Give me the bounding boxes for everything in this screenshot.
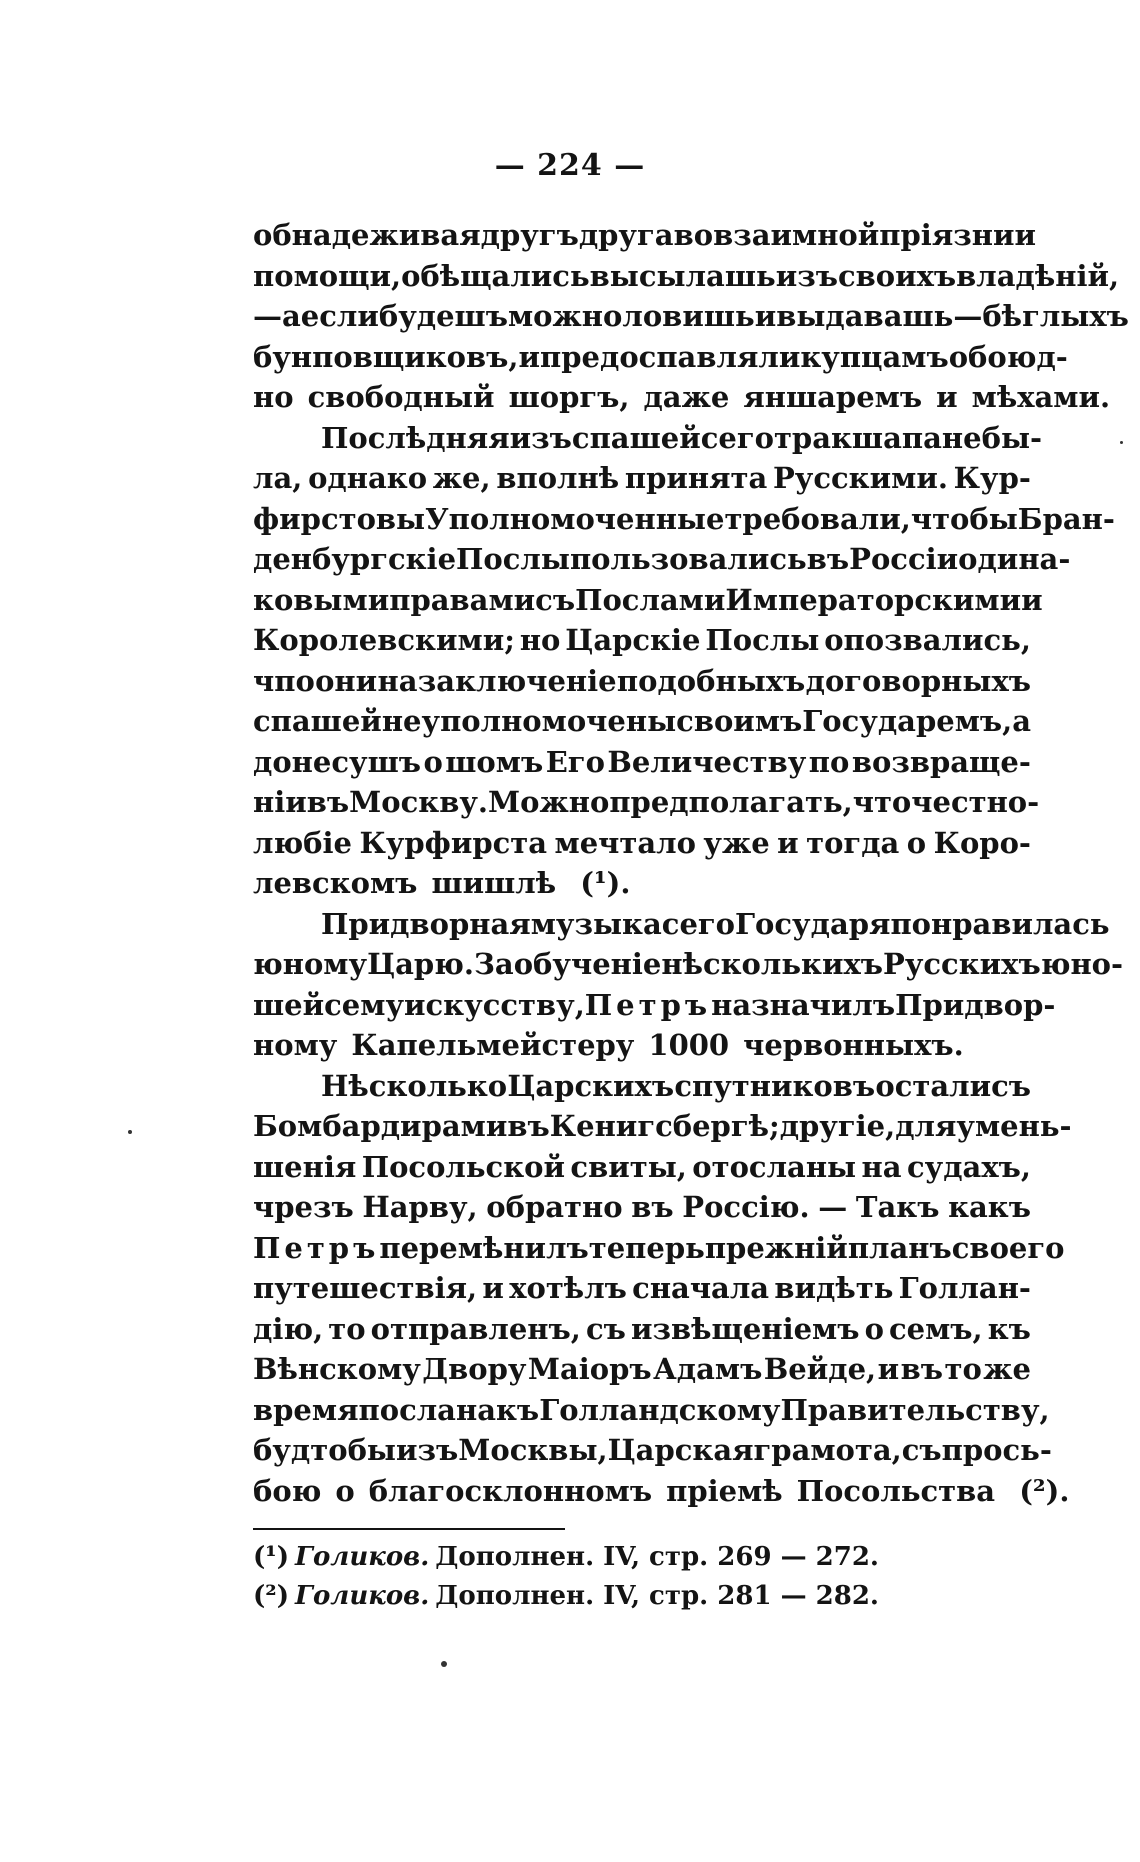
word: Величеству: [607, 744, 807, 779]
footnote-divider: [253, 1528, 565, 1530]
word: теперь: [588, 1230, 705, 1265]
word: Правительству,: [780, 1392, 1050, 1427]
word: бы-: [981, 420, 1043, 455]
word: ловишь: [622, 299, 755, 333]
word: послана: [358, 1392, 496, 1427]
word: Адамъ: [653, 1352, 763, 1386]
ink-speck: [1120, 441, 1123, 444]
word: по: [808, 744, 850, 779]
word: Посольства (²).: [796, 1473, 1070, 1508]
text-line: [253, 904, 1110, 945]
word: въ: [900, 1352, 944, 1386]
word: съ: [901, 1433, 942, 1467]
word: сначала: [632, 1271, 770, 1305]
text-line: [253, 337, 1068, 378]
word: Голлан-: [898, 1271, 1031, 1305]
word: мѣхами.: [971, 380, 1111, 414]
word: Послы: [705, 623, 820, 657]
word: отправленъ,: [370, 1311, 581, 1346]
word: червонныхъ.: [743, 1028, 964, 1062]
word: то: [944, 1352, 982, 1386]
word: пріязни: [879, 218, 1015, 252]
word: юно-: [1040, 947, 1124, 981]
word: предполагать,: [609, 785, 853, 819]
text-line: [253, 985, 1056, 1026]
word: Послы: [456, 542, 570, 576]
word: любіе: [253, 825, 352, 860]
word: грамота,: [753, 1433, 902, 1467]
word: договорныхъ: [805, 663, 1031, 698]
footnote-2: [253, 1577, 1031, 1616]
word: нѣсколькихъ: [661, 947, 884, 981]
word: сему: [324, 987, 405, 1022]
text-line: [253, 1025, 1031, 1066]
word: и: [1014, 218, 1036, 252]
word: Царскихъ: [507, 1068, 675, 1103]
word: на: [377, 663, 418, 698]
word: Вейде,: [763, 1352, 877, 1386]
word: и: [482, 1271, 504, 1305]
word: Послѣдняя: [321, 420, 510, 455]
word: Москвы,: [458, 1433, 608, 1467]
word: о: [906, 825, 927, 860]
text-line: [253, 1106, 1072, 1147]
ink-speck: [128, 1130, 132, 1134]
word: принята: [624, 461, 768, 495]
text-line: [253, 215, 1036, 256]
word: шоргъ,: [508, 380, 630, 414]
word: умень-: [956, 1109, 1072, 1143]
word: Вѣнскому: [253, 1352, 421, 1386]
word: бою: [253, 1473, 322, 1508]
word: За: [474, 947, 514, 981]
word: будто: [253, 1433, 348, 1467]
footnote-mark: (¹): [253, 1542, 289, 1572]
word: пользовались: [569, 542, 807, 576]
word: они: [315, 663, 378, 698]
word: уполномочены: [421, 704, 677, 738]
word: чтобы: [910, 501, 1018, 536]
word: къ: [495, 1392, 540, 1427]
word: и: [777, 825, 799, 860]
text-line: [253, 1268, 1031, 1309]
word: вполнѣ: [496, 461, 620, 495]
word: свиты,: [570, 1149, 687, 1184]
word: шенія: [253, 1149, 357, 1184]
ink-speck: [441, 1661, 447, 1667]
word: обратно: [486, 1190, 623, 1224]
word: ніи: [253, 785, 307, 819]
word: шей: [253, 987, 325, 1022]
word: хотѣлъ: [509, 1271, 627, 1305]
word: о: [335, 1473, 355, 1508]
word: Послами: [575, 582, 726, 617]
word: своихъ: [837, 258, 957, 293]
text-line: [253, 458, 1031, 499]
word: яншаремъ: [743, 380, 923, 414]
word: спашей: [571, 420, 701, 455]
word: изъ: [509, 420, 572, 455]
word: видѣть: [774, 1271, 894, 1305]
text-line: [253, 256, 1120, 297]
page-number: — 224 —: [494, 148, 646, 183]
word: даже: [643, 380, 730, 414]
word: донесушъ: [253, 744, 421, 779]
word: —а: [253, 299, 301, 333]
word: не: [381, 704, 422, 738]
word: спутниковъ: [674, 1068, 876, 1103]
word: Капельмейстеру: [351, 1028, 635, 1062]
word: не: [941, 420, 982, 455]
word: извѣщеніемъ: [630, 1311, 860, 1346]
word: прось-: [941, 1433, 1052, 1467]
word: спашей: [253, 704, 382, 738]
word: честно-: [911, 785, 1040, 819]
word: въ: [507, 1109, 550, 1143]
word: сего: [661, 906, 736, 941]
word: Русскими.: [773, 461, 948, 495]
word: взаимной: [713, 218, 880, 252]
footnote-author: Голиков.: [295, 1542, 430, 1572]
word: бунповщиковъ,: [253, 339, 519, 374]
text-line: [253, 863, 1031, 904]
word: о: [864, 1311, 884, 1346]
word: Царю.: [367, 947, 474, 981]
word: Бран-: [1017, 501, 1115, 536]
word: шомъ: [445, 744, 544, 779]
word: Придворная: [321, 906, 531, 941]
word: же,: [432, 461, 491, 495]
word: пріемѣ: [666, 1473, 783, 1508]
word: Коро-: [933, 825, 1031, 860]
word: назначилъ: [711, 987, 896, 1022]
word: —: [818, 1190, 848, 1224]
word: Такъ: [855, 1190, 940, 1224]
text-line: [253, 1471, 1070, 1512]
word: тракшапа: [773, 420, 942, 455]
word: купцамъ: [800, 339, 949, 374]
word: мечтало: [554, 825, 696, 860]
word: изъ: [395, 1433, 459, 1467]
word: съ: [585, 1311, 626, 1346]
word: помощи,: [253, 258, 402, 293]
word: требовали,: [724, 501, 911, 536]
word: Россію.: [682, 1190, 810, 1224]
word: ному: [253, 1028, 338, 1062]
footnote-author: Голиков.: [295, 1581, 430, 1611]
body-text: [253, 215, 1129, 1511]
text-line: [253, 620, 1031, 661]
text-line: [253, 377, 1111, 418]
word: какъ: [948, 1190, 1031, 1224]
word: Бомбардирами: [253, 1109, 508, 1143]
word: планъ: [847, 1230, 952, 1265]
word: Двору: [422, 1352, 527, 1386]
word: во: [673, 218, 714, 252]
word: Курфирста: [359, 825, 548, 860]
word: заключеніе: [417, 663, 617, 698]
word: семъ,: [888, 1311, 983, 1346]
word: но: [519, 623, 561, 657]
word: Нарву,: [362, 1190, 478, 1224]
word: денбургскіе: [253, 542, 457, 576]
word: и: [877, 1352, 900, 1386]
word: высылашь: [589, 258, 776, 293]
word: своимъ: [676, 704, 803, 738]
word: въ: [306, 785, 350, 819]
word: что: [852, 785, 912, 819]
text-line: [253, 944, 1124, 985]
word: шишлѣ (¹).: [431, 866, 631, 900]
word: предоспавляли: [540, 339, 801, 374]
word: обнадеживая: [253, 218, 481, 252]
word: одина-: [958, 542, 1071, 576]
word: благосклонномъ: [368, 1473, 653, 1508]
text-line: [253, 1430, 1052, 1471]
word: Кенигсбергѣ;: [549, 1109, 780, 1143]
word: и: [754, 299, 777, 333]
word: Царская: [607, 1433, 754, 1467]
word: осталисъ: [875, 1068, 1031, 1103]
text-line: [253, 661, 1031, 702]
word: Можно: [488, 785, 610, 819]
word: обученіе: [513, 947, 662, 981]
text-line: [253, 823, 1031, 864]
word: съ: [535, 582, 576, 617]
word: то: [328, 1311, 366, 1346]
text-line: [253, 1066, 1031, 1107]
footnote-mark: (²): [253, 1581, 289, 1611]
word: 1000: [648, 1028, 730, 1062]
word: время: [253, 1392, 359, 1427]
word: музыка: [530, 906, 662, 941]
word: отосланы: [692, 1149, 857, 1184]
word: дію,: [253, 1311, 324, 1346]
text-line: [253, 742, 1031, 783]
word: Россіи: [849, 542, 959, 576]
word: Голландскому: [539, 1392, 781, 1427]
word: правами: [389, 582, 536, 617]
word: однако: [308, 461, 428, 495]
word: подобныхъ: [616, 663, 806, 698]
word: если: [300, 299, 379, 333]
text-line: [253, 782, 1040, 823]
text-line: [253, 1147, 1031, 1188]
text-line: [253, 539, 1071, 580]
word: свободный: [307, 380, 495, 414]
word: Уполномоченные: [425, 501, 725, 536]
text-line: [253, 418, 1043, 459]
word: Нѣсколько: [321, 1068, 508, 1103]
text-line: [253, 296, 1129, 337]
word: въ: [806, 542, 850, 576]
footnote-text: Дополнен. IV, стр. 269 — 272.: [435, 1542, 879, 1572]
word: уже: [703, 825, 770, 860]
word: изъ: [775, 258, 838, 293]
word: Царскіе: [565, 623, 701, 657]
text-line: [253, 580, 1043, 621]
word: Государемъ,: [802, 704, 1013, 738]
word: Придвор-: [895, 987, 1056, 1022]
word: можно: [507, 299, 623, 333]
word: Кур-: [953, 461, 1031, 495]
word: Русскихъ: [883, 947, 1041, 981]
word: сего: [700, 420, 774, 455]
footnote-ref-1: (¹): [580, 866, 621, 900]
word: на: [861, 1149, 902, 1184]
word: путешествія,: [253, 1271, 478, 1305]
word: Маіоръ: [527, 1352, 652, 1386]
word: и: [1021, 582, 1043, 617]
word: обѣщались: [401, 258, 590, 293]
word: бы: [347, 1433, 396, 1467]
word: выдавашь—бѣглыхъ: [776, 299, 1129, 333]
word: тогда: [806, 825, 900, 860]
text-line: [253, 1349, 1031, 1390]
word: Москву.: [349, 785, 489, 819]
word: чпо: [253, 663, 315, 698]
word: для: [895, 1109, 957, 1143]
word: другъ: [480, 218, 579, 252]
text-line: [253, 1228, 1065, 1269]
word: друга: [578, 218, 674, 252]
word: о: [423, 744, 443, 779]
word: Петръ: [584, 987, 712, 1022]
word: юному: [253, 947, 368, 981]
word: владѣній,: [956, 258, 1120, 293]
word: искусству,: [404, 987, 585, 1022]
footnote-ref-2: (²): [1019, 1473, 1060, 1508]
word: Петръ: [253, 1230, 380, 1265]
word: прежній: [704, 1230, 848, 1265]
word: Королевскими;: [253, 623, 515, 657]
text-line: [253, 1187, 1031, 1228]
word: Его: [545, 744, 605, 779]
word: обоюд-: [948, 339, 1068, 374]
word: ковыми: [253, 582, 390, 617]
word: другіе,: [779, 1109, 896, 1143]
word: Государя: [735, 906, 891, 941]
text-line: [253, 701, 1031, 742]
text-line: [253, 499, 1115, 540]
word: но: [253, 380, 294, 414]
word: своего: [951, 1230, 1065, 1265]
word: левскомъ: [253, 866, 418, 900]
word: Императорскими: [725, 582, 1022, 617]
word: фирстовы: [253, 501, 426, 536]
text-line: [253, 1390, 1050, 1431]
word: къ: [987, 1311, 1031, 1346]
word: Посольской: [361, 1149, 566, 1184]
footnotes: [253, 1538, 1031, 1616]
word: будешъ: [378, 299, 508, 333]
word: понравилась: [890, 906, 1110, 941]
word: опозвались,: [824, 623, 1031, 657]
word: возвраще-: [851, 744, 1031, 779]
word: судахъ,: [906, 1149, 1031, 1184]
text-line: [253, 1309, 1031, 1350]
word: въ: [631, 1190, 674, 1224]
word: чрезъ: [253, 1190, 354, 1224]
footnote-1: [253, 1538, 1031, 1577]
word: перемѣнилъ: [379, 1230, 589, 1265]
word: а: [1012, 704, 1032, 738]
word: же: [983, 1352, 1031, 1386]
word: и: [518, 339, 541, 374]
word: и: [936, 380, 958, 414]
footnote-text: Дополнен. IV, стр. 281 — 282.: [435, 1581, 879, 1611]
word: ла,: [253, 461, 303, 495]
